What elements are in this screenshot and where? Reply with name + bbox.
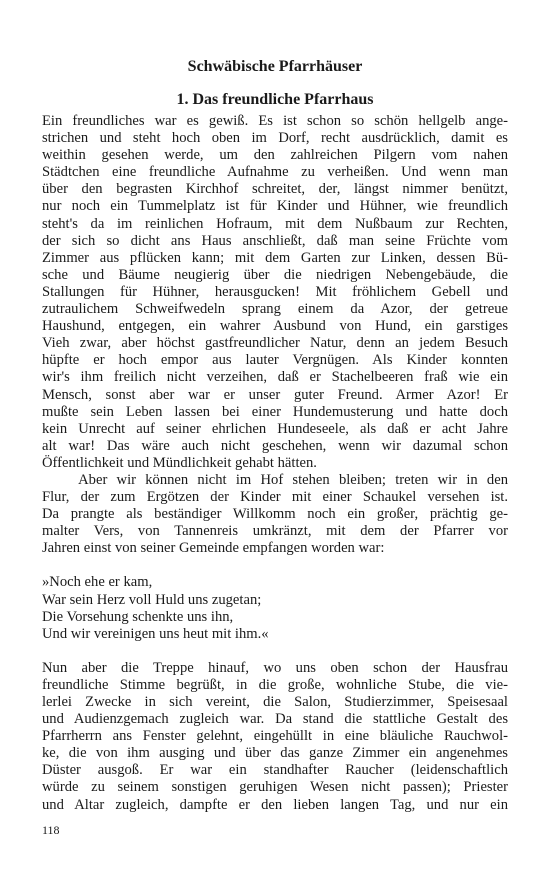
- text-line: Vieh zwar, aber höchst gastfreundlicher Natur, denn an jedem Besuch: [42, 335, 508, 352]
- text-line: der sich so dicht ans Haus anschließt, daß man seine Früchte vom: [42, 232, 508, 249]
- text-line: Jahren einst von seiner Gemeinde empfangen worden war:: [42, 540, 385, 557]
- text-line: Nun aber die Treppe hinauf, wo uns oben schon der Hausfrau: [42, 659, 508, 676]
- text-line: und Altar zugleich, dampfte er den lieben langen Tag, und nur ein: [42, 796, 508, 813]
- text-line: würde zu seinem sonstigen geruhigen Wesen nicht passen); Priester: [42, 779, 508, 796]
- text-line: lerlei Zwecke in sich vereint, die Salon, Studierzimmer, Speisesaal: [42, 694, 508, 710]
- text-line: über den begrasten Kirchhof schreitet, der, längst nimmer benützt,: [42, 181, 508, 198]
- text-line: strichen und steht hoch oben im Dorf, recht ausdrücklich, damit es: [42, 130, 508, 147]
- page-number: 118: [42, 823, 60, 837]
- text-line: kein Unrecht auf seiner ehrlichen Hundeseele, als daß er acht Jahre: [42, 420, 508, 437]
- text-line: Pfarrherrn ans Fenster gelehnt, eingehüllt in eine bläuliche Rauchwol-: [42, 728, 508, 745]
- text-line: alt war! Das wäre auch nicht geschehen, wenn wir dazumal schon: [42, 437, 508, 454]
- paragraph-1: [42, 113, 508, 472]
- text-line: »Noch ehe er kam,: [42, 574, 153, 591]
- text-line: Flur, der zum Ergötzen der Kinder mit einer Schaukel versehen ist.: [42, 489, 508, 506]
- text-line: sche und Bäume neugierig über die niedrigen Nebengebäude, die: [42, 266, 508, 283]
- text-line: War sein Herz voll Huld uns zugetan;: [42, 591, 262, 608]
- text-line: zutraulichem Schweifwedeln sprang einem da Azor, der getreue: [42, 301, 508, 318]
- text-line: Und wir vereinigen uns heut mit ihm.«: [42, 625, 269, 642]
- text-line: und Audienzgemach zugleich war. Da stand die stattliche Gestalt des: [42, 711, 508, 728]
- poem-verse: [42, 574, 508, 642]
- text-line: Zimmer aus pflücken kann; mit dem Garten zur Linken, dessen Bü-: [42, 249, 508, 266]
- text-line: Mensch, sonst aber war er unser guter Freund. Armer Azor! Er: [42, 386, 508, 403]
- text-line: weithin gesehen werde, um den zahlreichen Pilgern vom nahen: [42, 147, 508, 164]
- text-line: wir's ihm freilich nicht verzeihen, daß er Stachelbeeren fraß wie ein: [42, 369, 508, 386]
- section-heading: Schwäbische Pfarrhäuser: [187, 58, 363, 75]
- text-line: malter Vers, von Tannenreis umkränzt, mit dem der Pfarrer vor: [42, 523, 508, 540]
- text-line: Da prangte als beständiger Willkomm noch ein großer, prächtig ge-: [42, 506, 508, 523]
- text-line: Haushund, entgegen, ein wahrer Ausbund von Hund, ein garstiges: [42, 318, 508, 335]
- text-line: Städtchen eine freundliche Aufnahme zu verheißen. Und wenn man: [42, 164, 508, 181]
- paragraph-2: [42, 472, 508, 557]
- text-line: mußte sein Leben lassen bei einer Hundemusterung und hatte doch: [42, 403, 508, 420]
- text-line: nur noch ein Tummelplatz ist für Kinder und Hühner, wie freundlich: [42, 198, 508, 215]
- text-line: steht's da im reinlichen Hofraum, mit dem Nußbaum zur Rechten,: [42, 215, 508, 232]
- paragraph-3: [42, 660, 508, 814]
- text-line: Die Vorsehung schenkte uns ihn,: [42, 608, 234, 625]
- text-line: ke, die von ihm ausging und über das ganze Zimmer ein angenehmes: [42, 745, 508, 762]
- chapter-heading: 1. Das freundliche Pfarrhaus: [176, 91, 374, 108]
- text-line: Düster ausgoß. Er war ein standhafter Raucher (leidenschaftlich: [42, 762, 508, 779]
- text-line: hüpfte er hoch empor aus lauter Vergnügen. Als Kinder konnten: [42, 352, 508, 369]
- text-line: Ein freundliches war es gewiß. Es ist schon so schön hellgelb ange-: [42, 113, 508, 129]
- text-line: Aber wir können nicht im Hof stehen bleiben; treten wir in den: [42, 471, 508, 488]
- text-line: Stallungen für Hühner, herausgucken! Mit fröhlichem Gebell und: [42, 283, 508, 300]
- book-page: [42, 52, 508, 814]
- text-line: freundliche Stimme begrüßt, in die große, wohnliche Stube, die vie-: [42, 676, 508, 693]
- text-line: Öffentlichkeit und Mündlichkeit gehabt hätten.: [42, 454, 317, 471]
